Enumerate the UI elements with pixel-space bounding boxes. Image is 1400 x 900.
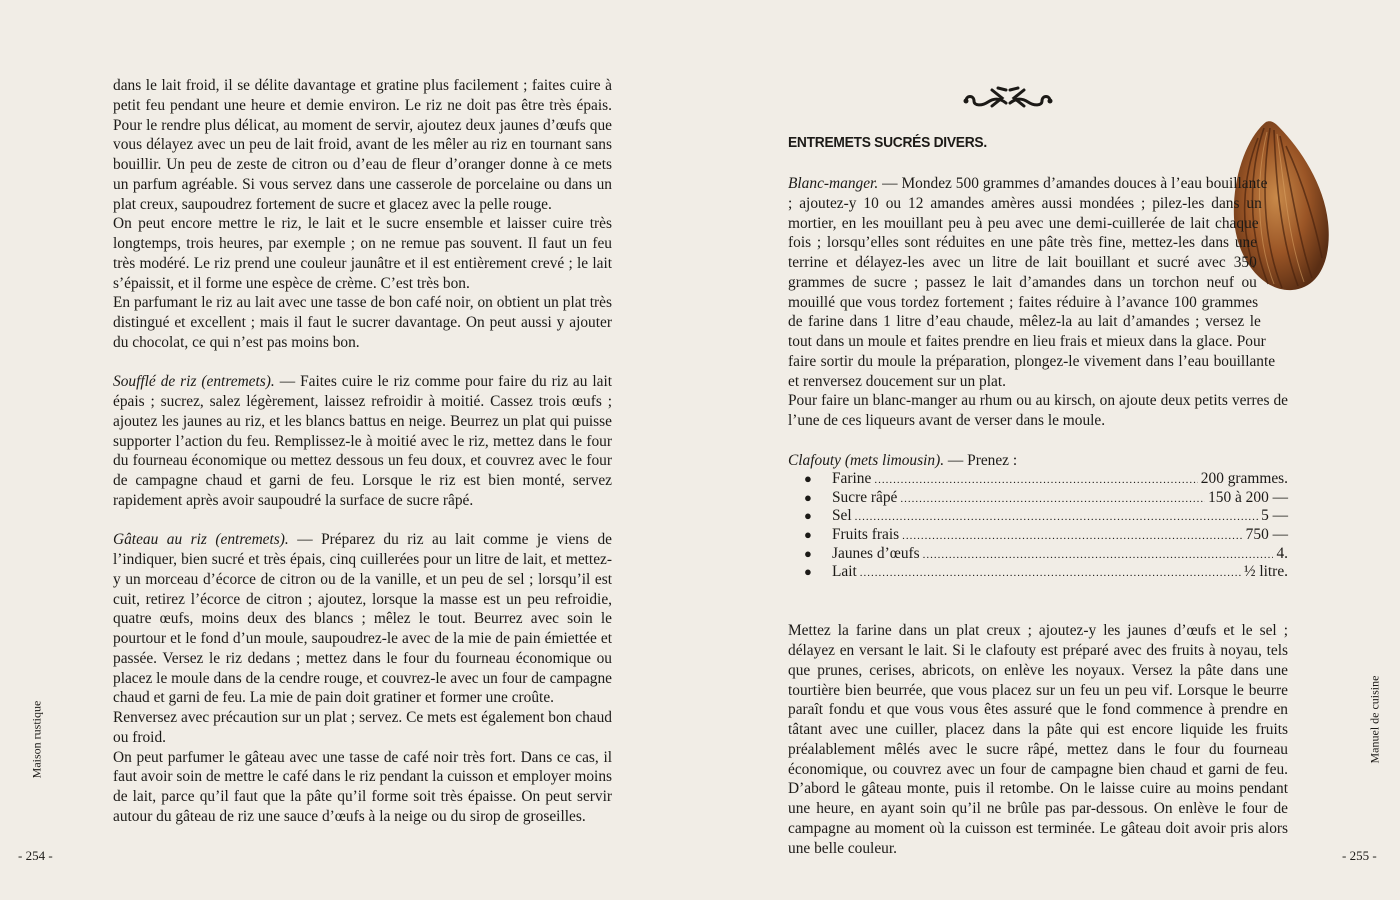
paragraph-gap [113, 353, 612, 373]
ingredient-row [804, 507, 1288, 526]
fleuron-ornament-icon [962, 84, 1054, 114]
running-title: Maison rustique [29, 700, 44, 779]
dot-leader [902, 527, 1243, 546]
ingredient-name: Sucre râpé [832, 488, 898, 506]
recipe-title: Blanc-manger. [788, 175, 879, 192]
ingredient-name: Fruits frais [832, 526, 900, 544]
ingredient-list [788, 470, 1288, 582]
recipe-gateau [113, 530, 612, 708]
ingredient-row [804, 526, 1288, 545]
ingredient-name: Sel [832, 507, 852, 525]
ingredient-quantity: ½ litre. [1243, 563, 1288, 581]
paragraph: dans le lait froid, il se délite davantage et gratine plus facilement ; faites cuire à petit feu pendant une heure et demie environ. Le riz ne doit pas être très épais. Pour le rendre plus délicat, au moment de servir, ajoutez deux jaunes d’œufs que vous délayez avec un peu de lait froid, avant de les mêler au riz en tournant sans bouillir. Un peu de zeste de citron ou d’eau de fleur d’oranger donne à ce mets un parfum agréable. Si vous servez dans une casserole de porcelaine ou dans un plat creux, saupoudrez fortement de sucre et glacez avec la pelle rouge. [113, 77, 612, 213]
ingredient-name: Jaunes d’œufs [832, 544, 920, 562]
recipe-clafouty-title [788, 451, 1288, 471]
page-number: - 254 - [18, 848, 53, 863]
paragraph-gap [113, 511, 612, 531]
recipe-intro: — Prenez : [944, 451, 1018, 469]
ingredient-quantity: 750 — [1245, 526, 1288, 544]
paragraph-gap [788, 431, 1288, 451]
ingredient-quantity: 150 à 200 — [1208, 488, 1288, 506]
bullet-icon: ● [804, 508, 812, 524]
recipe-title: Gâteau au riz (entremets). [113, 531, 289, 549]
ingredient-name: Lait [832, 563, 857, 581]
bullet-icon: ● [804, 471, 812, 487]
recipe-body: Préparez du riz au lait comme je viens de l’indiquer, bien sucré et très épais, cinq cuillerées pour un litre de lait, et mettez-y un morceau d’écorce de citron ou de la vanille, et un peu de sel ; lorsqu’il est cuit, retirez l’écorce de citron ; ajoutez, lorsque la masse est un peu refroidie, quatre œufs, moins deux des blancs ; mêlez le tout. Beurrez avec soin le pourtour et le fond d’un moule, saupoudrez-le avec de la mie de pain émiettée et passée. Versez le riz dedans ; mettez dans le four du fourneau économique ou placez le moule dans de la cendre rouge, et couvrez-le avec un four de campagne chaud et garni de feu. La mie de pain doit gratiner et former une croûte. [113, 531, 612, 707]
dot-leader [900, 490, 1205, 509]
paragraph-gap [788, 602, 1288, 622]
ingredient-row [804, 545, 1288, 564]
page-number: - 255 - [1342, 848, 1377, 863]
ingredient-name: Farine [832, 470, 872, 488]
dot-leader [860, 564, 1241, 583]
recipe-blanc-manger [788, 174, 1288, 391]
ingredient-row [804, 489, 1288, 508]
paragraph: On peut encore mettre le riz, le lait et le sucre ensemble et laisser cuire très longtemps, trois heures, par exemple ; on ne remue pas souvent. Il faut un feu très modéré. Le riz prend une couleur jaunâtre et il est entièrement crevé ; le lait s’épaissit, et il forme une espèce de crème. C’est très bon. [113, 215, 612, 292]
recipe-method: Mettez la farine dans un plat creux ; ajoutez-y les jaunes d’œufs et le sel ; délayez en versant le lait. Si le clafouty est préparé avec des fruits à noyau, tels que prunes, cerises, abricots, on enlève les noyaux. Versez la pâte dans une tourtière bien beurrée, que vous placez sur un feu un peu vif. Lorsque le beurre paraît fondu et que vous vous êtes assuré que le fond commence à prendre en tâtant avec une cuiller, placez dans la pâte qui est encore liquide les fruits préalablement mêlés avec le sucre râpé, mettez dans le four du fourneau économique, ou couvrez avec un four de campagne bien chaud et garni de feu. D’abord le gâteau monte, puis il retombe. On le laisse cuire au moins pendant une heure, en ayant soin qu’il ne brûle pas par-dessous. On enlève le four de campagne au moment où la cuisson est terminée. Le gâteau doit avoir pris alors une belle couleur. [788, 622, 1288, 857]
section-heading: ENTREMETS SUCRÉS DIVERS. [788, 134, 987, 151]
bullet-icon: ● [804, 545, 812, 561]
ingredient-quantity: 200 grammes. [1200, 470, 1288, 488]
recipe-title-close: ). [935, 451, 945, 469]
dot-leader [874, 471, 1197, 490]
recipe-body: Faites cuire le riz comme pour faire du riz au lait épais ; sucrez, salez légèrement, laissez refroidir à moitié. Cassez trois œufs ; ajoutez les jaunes au riz, et les blancs battus en neige. Beurrez un plat qui puisse supporter l’action du feu. Remplissez-le à moitié avec le riz, mettez dans le four du fourneau économique ou mettez dessous un feu doux, et couvrez avec le four de campagne chaud et garni de feu. Lorsque le riz est bien monté, servez rapidement après avoir saupoudré la surface de sucre râpé. [113, 373, 612, 509]
recipe-title: Soufflé de riz (entremets). [113, 373, 275, 391]
paragraph: On peut parfumer le gâteau avec une tasse de café noir très fort. Dans ce cas, il faut avoir soin de mettre le café dans le riz pendant la cuisson et employer moins de lait, parce qu’il faut que la pâte qu’il forme soit très épaisse. On peut servir autour du gâteau de riz une sauce d’œufs à la neige ou du sirop de groseilles. [113, 748, 612, 825]
recipe-dash: — [274, 373, 301, 391]
dot-leader [855, 508, 1258, 527]
paragraph: En parfumant le riz au lait avec une tasse de bon café noir, on obtient un plat très distingué et excellent ; mais il faut le sucrer davantage. On peut aussi y ajouter du chocolat, ce qui n’est pas moins bon. [113, 294, 612, 351]
left-text-column [113, 76, 612, 827]
bullet-icon: ● [804, 489, 812, 505]
recipe-title: Clafouty ( [788, 451, 850, 469]
ingredient-row [804, 470, 1288, 489]
right-text-column [788, 132, 1288, 858]
running-title: Manuel de cuisine [1367, 675, 1382, 764]
paragraph: Pour faire un blanc-manger au rhum ou au kirsch, on ajoute deux petits verres de l’une de ces liqueurs avant de verser dans le moule. [788, 392, 1288, 429]
recipe-dash: — [878, 175, 902, 192]
dot-leader [923, 546, 1274, 565]
recipe-dash: — [288, 531, 322, 549]
ingredient-row [804, 563, 1288, 582]
right-page [700, 0, 1400, 900]
bullet-icon: ● [804, 527, 812, 543]
paragraph: Renversez avec précaution sur un plat ; servez. Ce mets est également bon chaud ou froid. [113, 709, 612, 746]
recipe-title-subtitle: mets limousin [849, 451, 936, 469]
bullet-icon: ● [804, 564, 812, 580]
ingredient-quantity: 5 — [1261, 507, 1288, 525]
recipe-souffle [113, 372, 612, 510]
paragraph-gap [788, 582, 1288, 602]
recipe-body: Mondez 500 grammes d’amandes douces à l’eau bouillante ; ajoutez-y 10 ou 12 amandes amères aussi mondées ; pilez-les dans un mortier, en les mouillant peu à peu avec une demi-cuillerée de lait chaque fois ; lorsqu’elles sont réduites en une pâte très fine, mettez-les dans une terrine et délayez-les avec un litre de lait bouillant et sucré avec 350 grammes de sucre ; passez le lait d’amandes dans un torchon neuf ou mouillé que vous tordez fortement ; faites réduire à l’avance 100 grammes de farine dans 1 litre d’eau chaude, mêlez-la au lait d’amandes ; versez le tout dans un moule et faites prendre en lieu frais et mieux dans la glace. Pour faire sortir du moule la préparation, plongez-le vivement dans l’eau bouillante et renversez doucement sur un plat. [788, 175, 1276, 390]
ingredient-quantity: 4. [1276, 544, 1288, 562]
